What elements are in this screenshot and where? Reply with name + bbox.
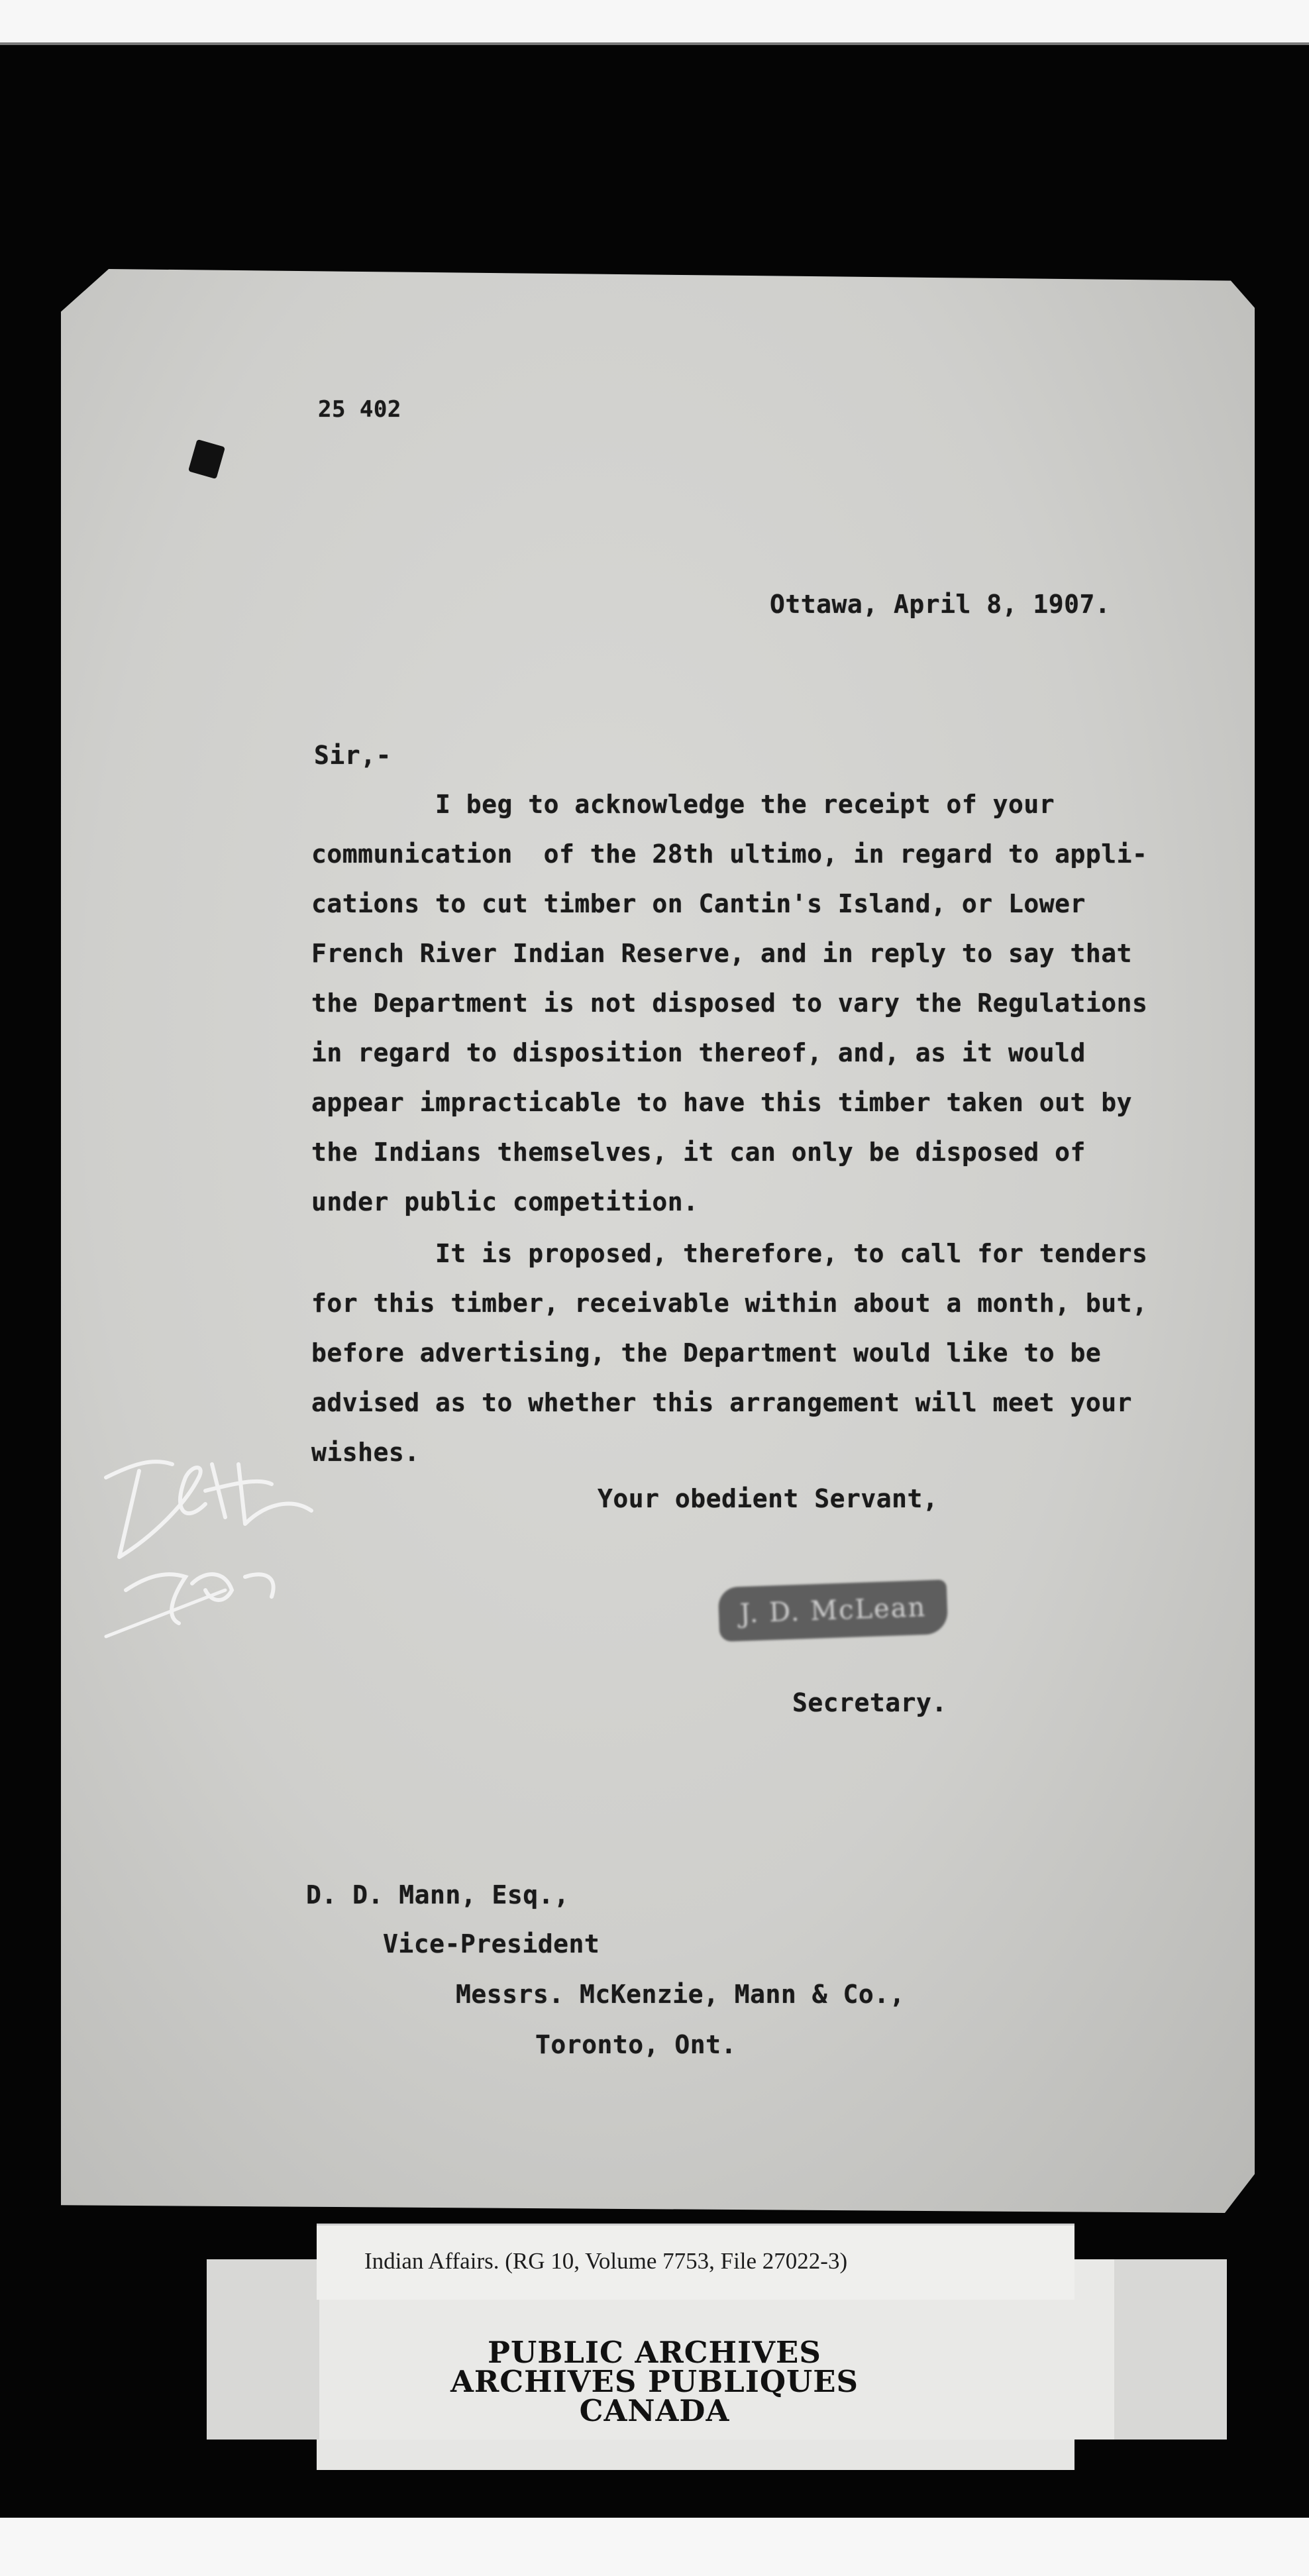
body-line: It is proposed, therefore, to call for tenders [311,1239,1148,1268]
body-line: the Department is not disposed to vary the Regulations [311,989,1148,1018]
address-company: Messrs. McKenzie, Mann & Co., [456,1980,905,2009]
signatory-title: Secretary. [792,1688,947,1717]
archive-reference-label [317,2224,1074,2300]
archive-reference: Indian Affairs. (RG 10, Volume 7753, File 27022-3) [364,2248,848,2274]
body-line: before advertising, the Department would like to be [311,1338,1102,1368]
salutation: Sir,- [314,741,392,770]
body-line: cations to cut timber on Cantin's Island, or Lower [311,889,1086,918]
address-title: Vice-President [383,1929,600,1959]
archive-stamp-line-2: ARCHIVES PUBLIQUES [450,2364,859,2399]
closing: Your obedient Servant, [598,1484,939,1513]
handwritten-annotation [93,1424,371,1643]
body-line: I beg to acknowledge the receipt of your [311,790,1055,819]
body-line: under public competition. [311,1187,699,1216]
file-number: 25 402 [318,396,401,423]
body-line: the Indians themselves, it can only be disposed of [311,1138,1086,1167]
signature-stamp: J. D. McLean [718,1580,949,1642]
body-line: appear impracticable to have this timber taken out by [311,1088,1133,1117]
body-line: communication of the 28th ultimo, in regard to appli- [311,839,1148,869]
address-city: Toronto, Ont. [535,2030,737,2059]
body-line: for this timber, receivable within about a month, but, [311,1289,1148,1318]
address-name: D. D. Mann, Esq., [306,1880,570,1909]
body-line: French River Indian Reserve, and in reply to say that [311,939,1133,968]
body-line: advised as to whether this arrangement will meet your [311,1388,1133,1417]
archive-stamp-line-3: CANADA [579,2393,730,2428]
letter-date: Ottawa, April 8, 1907. [770,590,1111,619]
archive-stamp-bottom [317,2440,1074,2470]
body-line: wishes. [311,1438,420,1467]
archive-stamp-line-1: PUBLIC ARCHIVES [488,2335,821,2370]
body-line: in regard to disposition thereof, and, as it would [311,1038,1086,1067]
